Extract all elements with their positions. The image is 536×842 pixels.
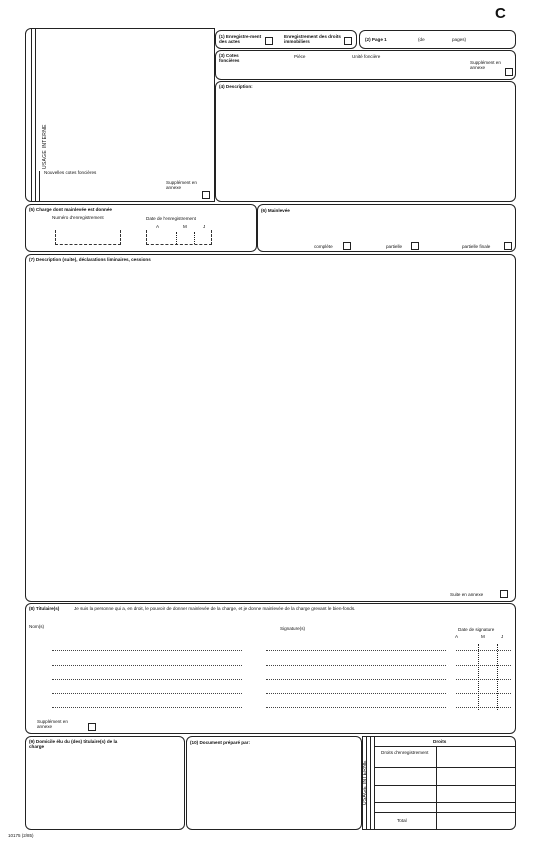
s3-supplement-checkbox[interactable] [505, 68, 513, 76]
section-3 [215, 50, 516, 80]
droits-table [362, 736, 516, 830]
s2-de: (de [418, 37, 425, 42]
s1-droits-checkbox[interactable] [344, 37, 352, 45]
s8-supplement-checkbox[interactable] [88, 723, 96, 731]
s7-suite-checkbox[interactable] [500, 590, 508, 598]
s8-date-sig: Date de signature [458, 627, 495, 632]
droits-total: Total [397, 818, 407, 823]
s5-numero: Numéro d'enregistrement [52, 215, 104, 220]
s3-label: (3) Cotes foncières [219, 53, 240, 64]
s6-complete-checkbox[interactable] [343, 242, 351, 250]
s2-label: (2) Page 1 [365, 37, 387, 42]
s1-actes-checkbox[interactable] [265, 37, 273, 45]
s6-complete: complète [314, 244, 333, 249]
s1-label2: Enregistrement des droits immobiliers [284, 34, 341, 45]
droits-enregistrement: Droits d'enregistrement [381, 750, 429, 755]
s8-j: J [501, 634, 504, 639]
section-1 [215, 30, 357, 49]
s5-m: M [183, 224, 187, 229]
internal-use-box [25, 28, 215, 202]
s5-a: A [156, 224, 160, 229]
nouvelles-cotes-label: Nouvelles cotes foncières [44, 170, 97, 175]
s6-label: (6) Mainlevée [261, 208, 290, 213]
form-letter: C [495, 5, 506, 22]
section-9 [25, 736, 185, 830]
s7-label: (7) Description (suite), déclarations liminaires, cessions [29, 257, 151, 262]
supplement-label: Supplément en annexe [166, 180, 197, 191]
droits-title: Droits [433, 739, 447, 744]
usage-interne-label: USAGE INTERNE [42, 124, 48, 169]
s7-suite: Suite en annexe [450, 592, 484, 597]
s5-label: (5) Charge dont mainlevée est donnée [29, 207, 112, 212]
s6-partielle-finale-checkbox[interactable] [504, 242, 512, 250]
s2-pages: pages) [452, 37, 467, 42]
s8-text: Je suis la personne qui a, en droit, le pouvoir de donner mainlevée de la charge, et je donne mainlevée de la charge grevant le bien-fonds. [74, 606, 356, 611]
s5-j: J [203, 224, 206, 229]
section-7 [25, 254, 516, 602]
s8-m: M [481, 634, 485, 639]
s1-label: (1) Enregistre-ment des actes [219, 34, 262, 45]
footer-code: 10175 (2/85) [8, 833, 34, 838]
s10-label: (10) Document préparé par: [190, 740, 250, 745]
s8-noms: Nom(s) [29, 624, 45, 629]
section-5 [25, 204, 257, 252]
section-4 [215, 81, 516, 202]
section-2 [359, 30, 516, 49]
section-8 [25, 603, 516, 734]
s3-piece: Pièce [294, 54, 306, 59]
s8-supplement: Supplément en annexe [37, 719, 68, 730]
s9-label: (9) Domicile élu du (des) titulaire(s) de la charge [29, 739, 118, 750]
s5-date: Date de l'enregistrement [146, 216, 196, 221]
s5-numero-field[interactable] [55, 230, 121, 245]
s8-label: (8) Titulaire(s) [29, 606, 60, 611]
s3-supplement: Supplément en annexe [470, 60, 501, 71]
s3-unite: Unité foncière [352, 54, 381, 59]
s6-partielle: partielle [386, 244, 403, 249]
s8-a: A [455, 634, 459, 639]
s6-partielle-finale: partielle finale [462, 244, 491, 249]
droits-usage-interne: USAGE INTERNE [362, 760, 368, 805]
s8-signatures: Signature(s) [280, 626, 306, 631]
s6-partielle-checkbox[interactable] [411, 242, 419, 250]
supplement-checkbox[interactable] [202, 191, 210, 199]
section-10 [186, 736, 362, 830]
section-6 [257, 204, 516, 252]
s4-label: (4) Description: [219, 84, 253, 89]
s5-date-field[interactable] [146, 230, 212, 245]
